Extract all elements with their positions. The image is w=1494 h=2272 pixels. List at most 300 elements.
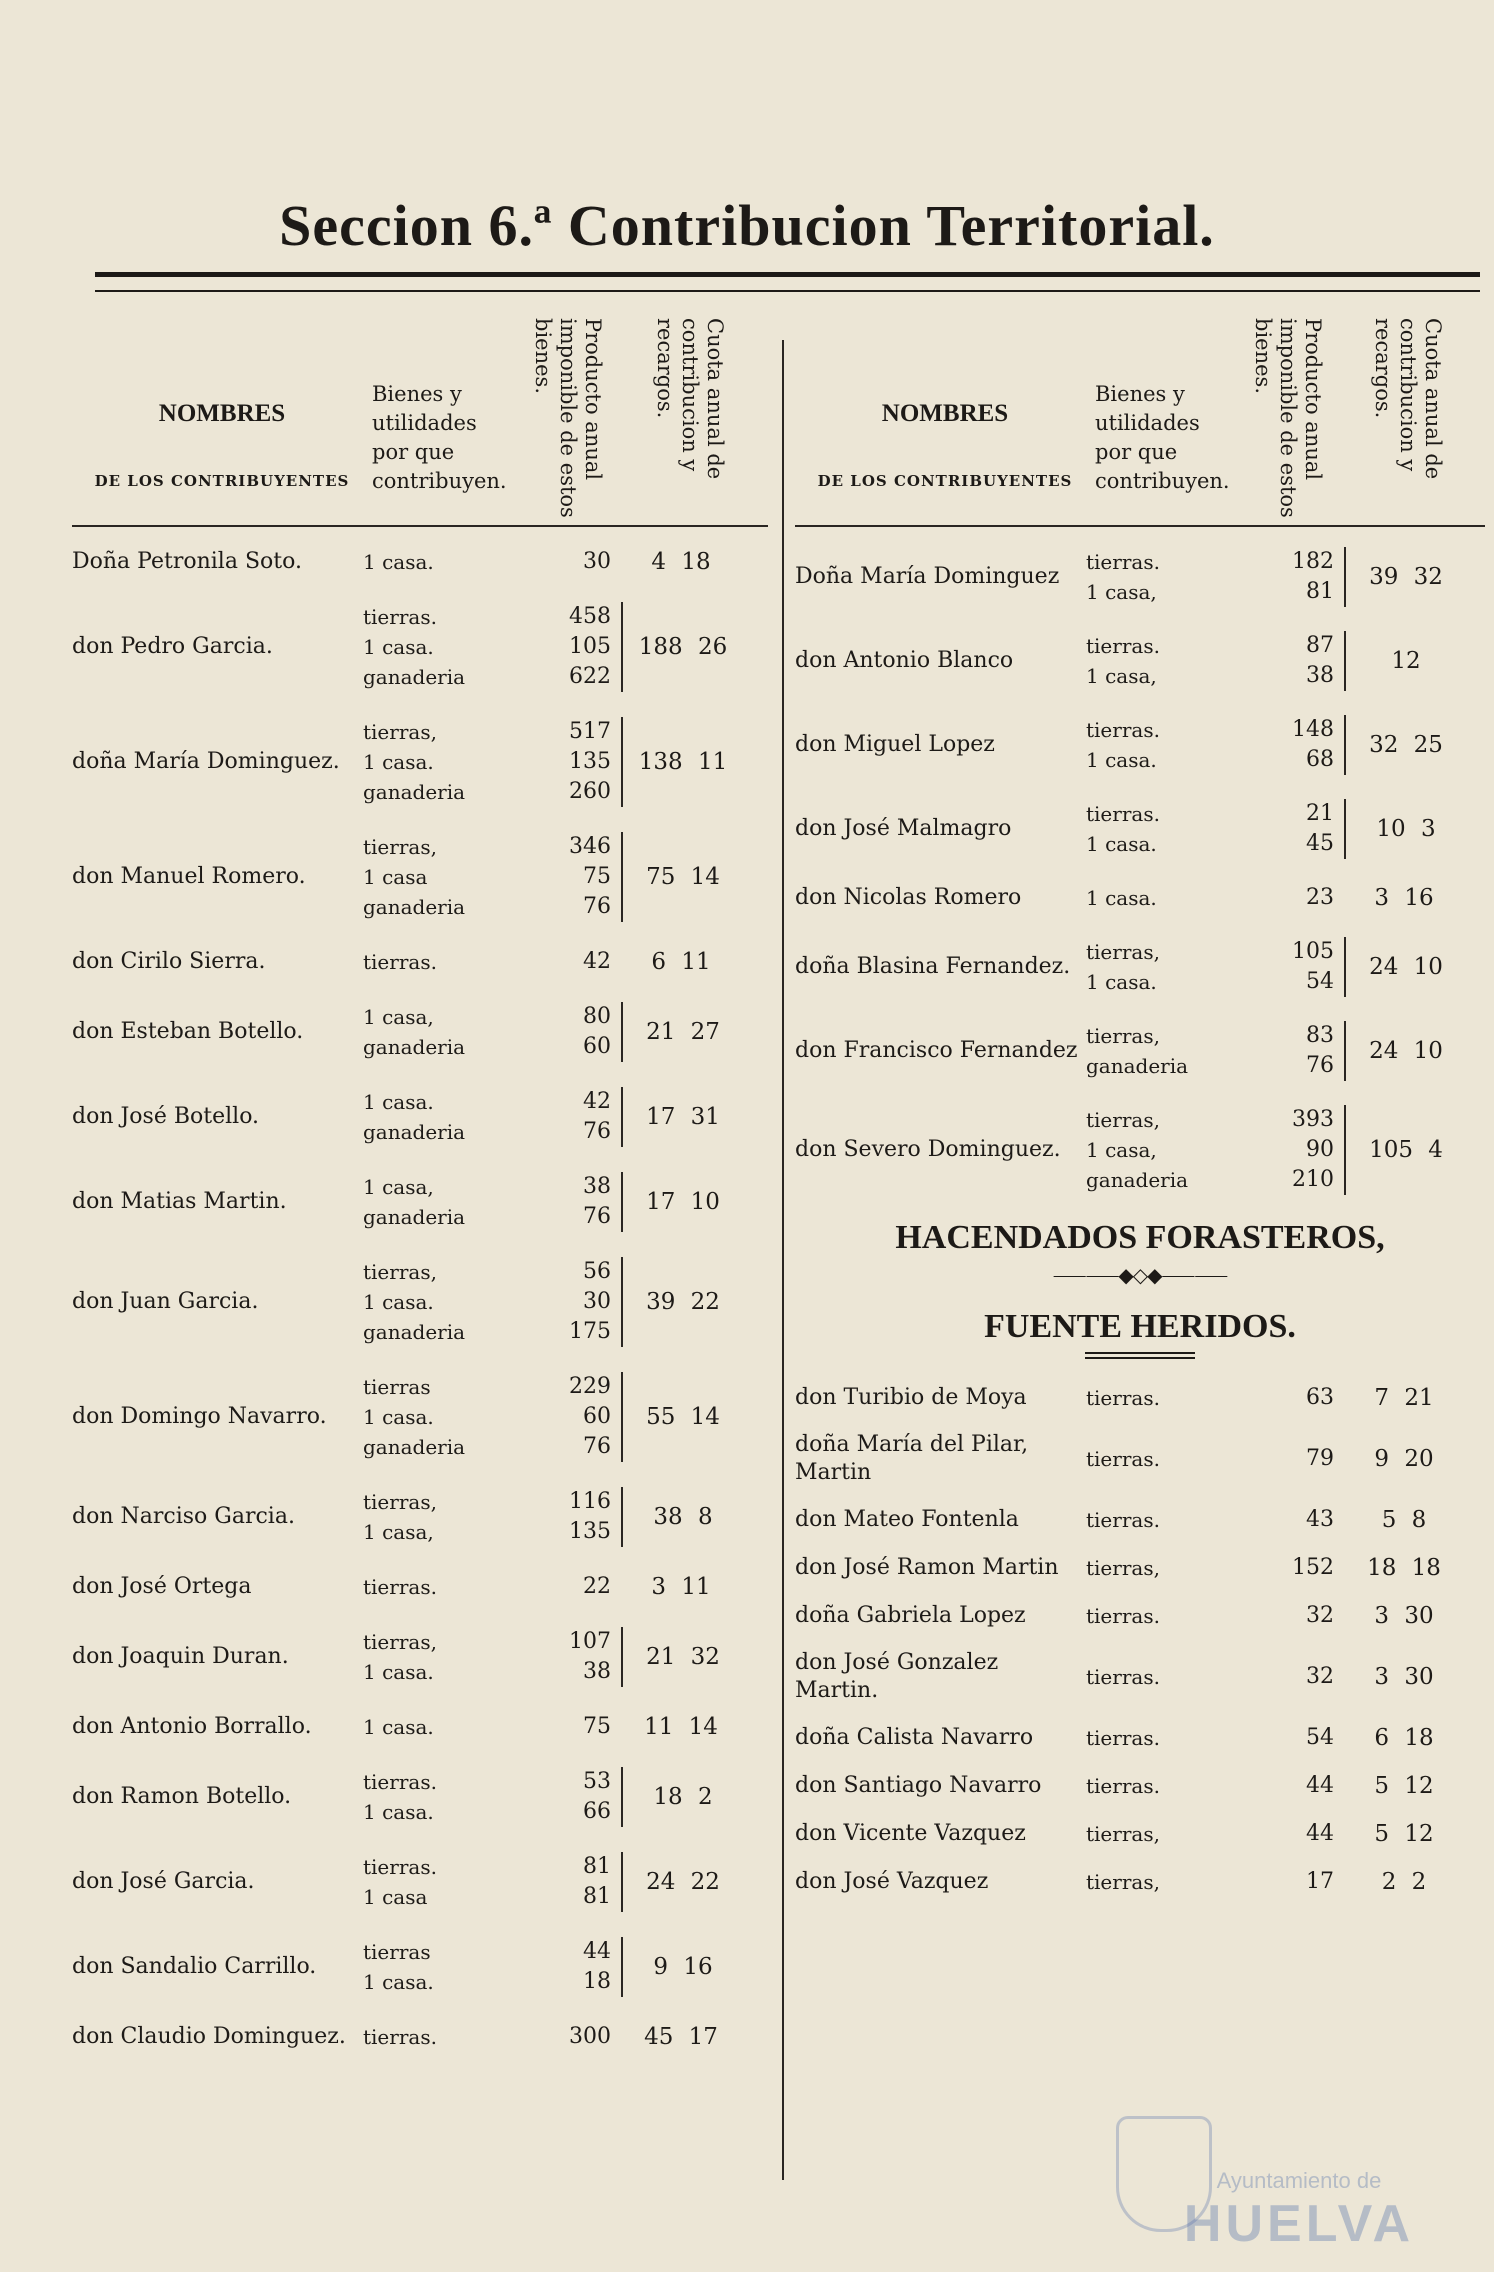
contributor-name: don Narciso Garcia.	[72, 1504, 295, 1529]
product-values	[1262, 1819, 1344, 1849]
product-value: 152	[1292, 1555, 1334, 1580]
product-value: 260	[569, 779, 611, 804]
product-values	[1262, 1105, 1346, 1195]
product-values	[539, 602, 623, 692]
product-values	[539, 1712, 621, 1742]
product-value: 32	[1306, 1603, 1334, 1628]
product-value: 38	[1306, 663, 1334, 688]
property-list	[363, 1852, 539, 1912]
contributor-name: don Juan Garcia.	[72, 1289, 259, 1314]
left-table-header	[72, 300, 768, 527]
cuota-value: 24 10	[1369, 954, 1443, 980]
table-row	[795, 1505, 1485, 1535]
product-values	[539, 1487, 623, 1547]
cuota-value: 24 10	[1369, 1038, 1443, 1064]
property-list	[1086, 1021, 1262, 1081]
property-item: tierras.	[1086, 1386, 1160, 1410]
product-value: 80	[583, 1004, 611, 1029]
header-cuota: Cuota anual de contribucion y recargos.	[1371, 318, 1445, 480]
contributor-name: don Cirilo Sierra.	[72, 949, 266, 974]
table-row	[795, 715, 1485, 775]
table-row	[795, 1723, 1485, 1753]
contributor-name: don José Ramon Martin	[795, 1555, 1059, 1580]
property-item: tierras,	[1086, 1556, 1160, 1580]
property-item: 1 casa,	[363, 1005, 434, 1029]
product-values	[1262, 883, 1344, 913]
contributor-name: don Ramon Botello.	[72, 1784, 292, 1809]
property-item: 1 casa,	[1086, 580, 1157, 604]
property-item: tierras,	[363, 1490, 437, 1514]
product-value: 17	[1306, 1869, 1334, 1894]
property-item: tierras,	[1086, 1024, 1160, 1048]
header-nombres: NOMBRES	[158, 400, 286, 427]
product-values	[1262, 715, 1346, 775]
property-item: tierras.	[1086, 1774, 1160, 1798]
table-row	[795, 1867, 1485, 1897]
product-values	[539, 1002, 623, 1062]
contributor-name: don Nicolas Romero	[795, 885, 1022, 910]
table-row	[795, 883, 1485, 913]
table-row	[795, 1601, 1485, 1631]
product-values	[1262, 1771, 1344, 1801]
cuota-value: 75 14	[646, 864, 720, 890]
property-list	[363, 717, 539, 807]
cuota-value: 6 11	[651, 949, 711, 975]
product-value: 75	[583, 864, 611, 889]
contributor-name: don Francisco Fernandez	[795, 1038, 1078, 1063]
cuota-value: 17 10	[646, 1189, 720, 1215]
product-value: 105	[1292, 939, 1334, 964]
product-value: 458	[569, 604, 611, 629]
cuota-value: 18 18	[1367, 1555, 1441, 1581]
product-value: 81	[583, 1854, 611, 1879]
property-item: ganaderia	[363, 1205, 466, 1229]
product-value: 148	[1292, 717, 1334, 742]
header-cuota: Cuota anual de contribucion y recargos.	[653, 318, 727, 480]
property-item: 1 casa.	[363, 1090, 434, 1114]
property-item: 1 casa.	[363, 635, 434, 659]
property-item: tierras	[363, 1940, 431, 1964]
product-values	[539, 1372, 623, 1462]
product-values	[539, 1852, 623, 1912]
title-rule-thick	[95, 272, 1480, 277]
contributor-name: Doña Petronila Soto.	[72, 549, 302, 574]
property-item: 1 casa	[363, 1885, 428, 1909]
product-value: 116	[569, 1489, 611, 1514]
product-value: 23	[1306, 885, 1334, 910]
product-value: 54	[1306, 969, 1334, 994]
header-producto: Producto anual imponible de estos bienes.	[1251, 318, 1325, 518]
product-value: 44	[1306, 1821, 1334, 1846]
table-row	[795, 1431, 1485, 1487]
property-item: tierras.	[1086, 802, 1160, 826]
cuota-value: 38 8	[653, 1504, 713, 1530]
property-item: tierras.	[1086, 1508, 1160, 1532]
table-row	[795, 547, 1485, 607]
header-nombres: NOMBRES	[881, 400, 1009, 427]
contributor-name: don Vicente Vazquez	[795, 1821, 1026, 1846]
property-list	[1086, 1601, 1262, 1631]
product-value: 87	[1306, 633, 1334, 658]
product-values	[1262, 1867, 1344, 1897]
contributor-name: Doña María Dominguez	[795, 564, 1060, 589]
product-value: 66	[583, 1799, 611, 1824]
table-row	[72, 1002, 768, 1062]
property-list	[363, 1002, 539, 1062]
property-item: tierras,	[363, 1630, 437, 1654]
property-item: tierras.	[1086, 1604, 1160, 1628]
property-item: tierras,	[1086, 1108, 1160, 1132]
product-value: 76	[583, 1204, 611, 1229]
product-value: 135	[569, 1519, 611, 1544]
product-values	[1262, 1383, 1344, 1413]
table-row	[72, 1627, 768, 1687]
property-item: 1 casa.	[363, 1290, 434, 1314]
product-value: 346	[569, 834, 611, 859]
property-list	[363, 1487, 539, 1547]
product-value: 54	[1306, 1725, 1334, 1750]
contributor-name: don Antonio Blanco	[795, 648, 1014, 673]
product-values	[539, 1172, 623, 1232]
product-value: 22	[583, 1574, 611, 1599]
cuota-value: 2 2	[1381, 1869, 1427, 1895]
header-contribuyentes: DE LOS CONTRIBUYENTES	[817, 472, 1073, 490]
hacendados-title: HACENDADOS FORASTEROS,	[895, 1219, 1385, 1256]
product-values	[1262, 937, 1346, 997]
table-row	[72, 1767, 768, 1827]
cuota-value: 138 11	[638, 749, 728, 775]
contributor-name: don Antonio Borrallo.	[72, 1714, 312, 1739]
table-row	[795, 1553, 1485, 1583]
property-item: tierras.	[363, 1575, 437, 1599]
cuota-value: 3 16	[1374, 885, 1434, 911]
contributor-name: don José Botello.	[72, 1104, 260, 1129]
cuota-value: 21 27	[646, 1019, 720, 1045]
cuota-value: 12	[1391, 648, 1421, 674]
forasteros-rows	[795, 1383, 1485, 1897]
contributor-name: don José Ortega	[72, 1574, 252, 1599]
property-item: tierras.	[363, 605, 437, 629]
property-list	[363, 2022, 539, 2052]
product-value: 43	[1306, 1507, 1334, 1532]
property-list	[1086, 1383, 1262, 1413]
property-item: tierras.	[1086, 1726, 1160, 1750]
product-values	[539, 1087, 623, 1147]
table-row	[72, 832, 768, 922]
product-value: 68	[1306, 747, 1334, 772]
property-list	[363, 1712, 539, 1742]
table-row	[795, 937, 1485, 997]
property-list	[1086, 631, 1262, 691]
product-values	[1262, 1662, 1344, 1692]
property-list	[363, 547, 539, 577]
cuota-value: 5 12	[1374, 1773, 1434, 1799]
table-row	[72, 1487, 768, 1547]
property-list	[363, 1257, 539, 1347]
right-table	[795, 300, 1485, 1915]
ornament-divider: ⸺⸺◆◇◆⸺⸺	[1052, 1263, 1228, 1287]
product-values	[539, 832, 623, 922]
property-item: tierras	[363, 1375, 431, 1399]
table-row	[795, 1383, 1485, 1413]
cuota-value: 21 32	[646, 1644, 720, 1670]
contributor-name: don José Vazquez	[795, 1869, 989, 1894]
contributor-name: don José Malmagro	[795, 816, 1012, 841]
property-list	[1086, 1867, 1262, 1897]
cuota-value: 32 25	[1369, 732, 1443, 758]
property-list	[1086, 1723, 1262, 1753]
table-row	[72, 2022, 768, 2052]
contributor-name: don José Gonzalez Martin.	[795, 1650, 999, 1703]
fuente-rule	[1085, 1352, 1195, 1359]
product-value: 517	[569, 719, 611, 744]
property-item: ganaderia	[363, 1035, 466, 1059]
product-value: 76	[1306, 1053, 1334, 1078]
cuota-value: 3 30	[1374, 1664, 1434, 1690]
cuota-value: 55 14	[646, 1404, 720, 1430]
property-list	[1086, 799, 1262, 859]
property-item: tierras.	[363, 1770, 437, 1794]
table-row	[72, 1172, 768, 1232]
product-value: 83	[1306, 1023, 1334, 1048]
contributor-name: don Santiago Navarro	[795, 1773, 1042, 1798]
title-rule-thin	[95, 290, 1480, 292]
product-value: 300	[569, 2024, 611, 2049]
table-row	[72, 1087, 768, 1147]
product-value: 60	[583, 1034, 611, 1059]
product-value: 81	[1306, 579, 1334, 604]
header-producto: Producto anual imponible de estos bienes.	[531, 318, 605, 518]
property-item: ganaderia	[363, 1435, 466, 1459]
cuota-value: 9 16	[653, 1954, 713, 1980]
cuota-value: 5 12	[1374, 1821, 1434, 1847]
property-list	[1086, 1771, 1262, 1801]
property-item: 1 casa.	[1086, 748, 1157, 772]
product-value: 38	[583, 1659, 611, 1684]
property-item: 1 casa,	[363, 1520, 434, 1544]
contributor-name: don Mateo Fontenla	[795, 1507, 1019, 1532]
property-list	[1086, 937, 1262, 997]
product-value: 229	[569, 1374, 611, 1399]
property-list	[363, 1627, 539, 1687]
product-values	[539, 547, 621, 577]
property-item: tierras,	[363, 835, 437, 859]
product-values	[1262, 799, 1346, 859]
contributor-name: don Turibio de Moya	[795, 1385, 1027, 1410]
property-list	[363, 1087, 539, 1147]
cuota-value: 105 4	[1369, 1137, 1443, 1163]
table-row	[72, 947, 768, 977]
table-row	[795, 1771, 1485, 1801]
cuota-value: 39 22	[646, 1289, 720, 1315]
product-value: 105	[569, 634, 611, 659]
table-row	[72, 1372, 768, 1462]
product-value: 38	[583, 1174, 611, 1199]
table-row	[72, 602, 768, 692]
property-item: 1 casa,	[1086, 1138, 1157, 1162]
property-item: 1 casa.	[1086, 970, 1157, 994]
product-value: 76	[583, 894, 611, 919]
table-row	[72, 1257, 768, 1347]
contributor-name: don Severo Dominguez.	[795, 1137, 1061, 1162]
product-value: 18	[583, 1969, 611, 1994]
cuota-value: 188 26	[638, 634, 728, 660]
property-list	[1086, 1505, 1262, 1535]
property-item: 1 casa.	[363, 1405, 434, 1429]
contributor-name: don Miguel Lopez	[795, 732, 995, 757]
table-row	[795, 1649, 1485, 1705]
table-row	[72, 1712, 768, 1742]
cuota-value: 18 2	[653, 1784, 713, 1810]
product-value: 53	[583, 1769, 611, 1794]
product-values	[539, 2022, 621, 2052]
table-row	[72, 717, 768, 807]
product-values	[1262, 1601, 1344, 1631]
fuente-title: FUENTE HERIDOS.	[984, 1308, 1296, 1345]
property-item: tierras,	[1086, 1870, 1160, 1894]
property-item: ganaderia	[363, 1320, 466, 1344]
property-item: tierras.	[1086, 550, 1160, 574]
product-value: 622	[569, 664, 611, 689]
product-values	[1262, 1505, 1344, 1535]
property-item: ganaderia	[1086, 1168, 1189, 1192]
property-list	[363, 1572, 539, 1602]
product-value: 32	[1306, 1664, 1334, 1689]
product-value: 182	[1292, 549, 1334, 574]
property-item: ganaderia	[363, 1120, 466, 1144]
contributor-name: don Claudio Dominguez.	[72, 2024, 346, 2049]
table-row	[795, 1021, 1485, 1081]
page-title: Seccion 6.ª Contribucion Territorial.	[279, 193, 1215, 258]
product-values	[1262, 1444, 1344, 1474]
product-value: 60	[583, 1404, 611, 1429]
cuota-value: 11 14	[644, 1714, 718, 1740]
product-value: 63	[1306, 1385, 1334, 1410]
product-value: 135	[569, 749, 611, 774]
watermark-small: Ayuntamiento de	[1216, 2168, 1382, 2193]
property-item: 1 casa	[363, 865, 428, 889]
property-item: tierras,	[1086, 940, 1160, 964]
contributor-name: don Esteban Botello.	[72, 1019, 304, 1044]
table-row	[795, 631, 1485, 691]
property-item: 1 casa.	[363, 1970, 434, 1994]
cuota-value: 3 30	[1374, 1603, 1434, 1629]
left-rows	[72, 547, 768, 2052]
property-item: tierras.	[1086, 634, 1160, 658]
property-item: tierras.	[1086, 1665, 1160, 1689]
property-item: tierras,	[1086, 1822, 1160, 1846]
product-values	[539, 717, 623, 807]
header-bienes: Bienes y utilidades por que contribuyen.	[1095, 382, 1230, 493]
contributor-name: doña Gabriela Lopez	[795, 1603, 1026, 1628]
contributor-name: don Joaquin Duran.	[72, 1644, 289, 1669]
contributor-name: don Manuel Romero.	[72, 864, 306, 889]
property-list	[1086, 1553, 1262, 1583]
cuota-value: 24 22	[646, 1869, 720, 1895]
product-values	[539, 1767, 623, 1827]
property-item: tierras,	[363, 1260, 437, 1284]
property-item: ganaderia	[1086, 1054, 1189, 1078]
product-values	[539, 1627, 623, 1687]
contributor-name: don Pedro Garcia.	[72, 634, 273, 659]
product-value: 42	[583, 1089, 611, 1114]
product-value: 75	[583, 1714, 611, 1739]
property-item: 1 casa.	[363, 550, 434, 574]
table-row	[72, 1937, 768, 1997]
property-item: ganaderia	[363, 895, 466, 919]
right-table-header	[795, 300, 1485, 527]
property-list	[363, 832, 539, 922]
property-item: 1 casa.	[363, 1660, 434, 1684]
contributor-name: don Matias Martin.	[72, 1189, 287, 1214]
property-list	[363, 1372, 539, 1462]
property-list	[1086, 883, 1262, 913]
table-row	[795, 1105, 1485, 1195]
property-list	[363, 947, 539, 977]
product-value: 76	[583, 1434, 611, 1459]
contributor-name: doña Calista Navarro	[795, 1725, 1034, 1750]
product-values	[1262, 631, 1346, 691]
product-values	[539, 1257, 623, 1347]
property-item: 1 casa.	[363, 750, 434, 774]
product-value: 79	[1306, 1446, 1334, 1471]
property-item: 1 casa,	[363, 1175, 434, 1199]
table-row	[72, 547, 768, 577]
column-divider	[782, 340, 784, 2180]
table-row	[72, 1852, 768, 1912]
property-item: tierras.	[1086, 718, 1160, 742]
property-item: 1 casa.	[363, 1800, 434, 1824]
property-list	[363, 1937, 539, 1997]
property-item: tierras.	[363, 2025, 437, 2049]
property-list	[363, 1767, 539, 1827]
product-value: 90	[1306, 1137, 1334, 1162]
product-values	[1262, 1021, 1346, 1081]
cuota-value: 39 32	[1369, 564, 1443, 590]
property-list	[1086, 1444, 1262, 1474]
product-value: 42	[583, 949, 611, 974]
property-list	[1086, 715, 1262, 775]
product-value: 30	[583, 549, 611, 574]
property-item: 1 casa.	[363, 1715, 434, 1739]
property-item: tierras,	[363, 720, 437, 744]
table-row	[72, 1572, 768, 1602]
watermark-big: HUELVA	[1183, 2195, 1414, 2253]
table-row	[795, 799, 1485, 859]
product-value: 81	[583, 1884, 611, 1909]
product-value: 210	[1292, 1167, 1334, 1192]
cuota-value: 17 31	[646, 1104, 720, 1130]
property-item: ganaderia	[363, 665, 466, 689]
header-bienes: Bienes y utilidades por que contribuyen.	[372, 382, 507, 493]
property-list	[1086, 1662, 1262, 1692]
product-values	[1262, 1553, 1344, 1583]
header-contribuyentes: DE LOS CONTRIBUYENTES	[94, 472, 350, 490]
cuota-value: 10 3	[1376, 816, 1436, 842]
contributor-name: doña María del Pilar, Martin	[795, 1432, 1029, 1485]
contributor-name: doña María Dominguez.	[72, 749, 340, 774]
cuota-value: 7 21	[1374, 1385, 1434, 1411]
product-value: 76	[583, 1119, 611, 1144]
property-item: ganaderia	[363, 780, 466, 804]
left-table	[72, 300, 768, 2077]
contributor-name: don Sandalio Carrillo.	[72, 1954, 317, 1979]
cuota-value: 6 18	[1374, 1725, 1434, 1751]
product-values	[539, 947, 621, 977]
contributor-name: doña Blasina Fernandez.	[795, 954, 1071, 979]
property-item: 1 casa.	[1086, 832, 1157, 856]
property-item: tierras.	[363, 950, 437, 974]
